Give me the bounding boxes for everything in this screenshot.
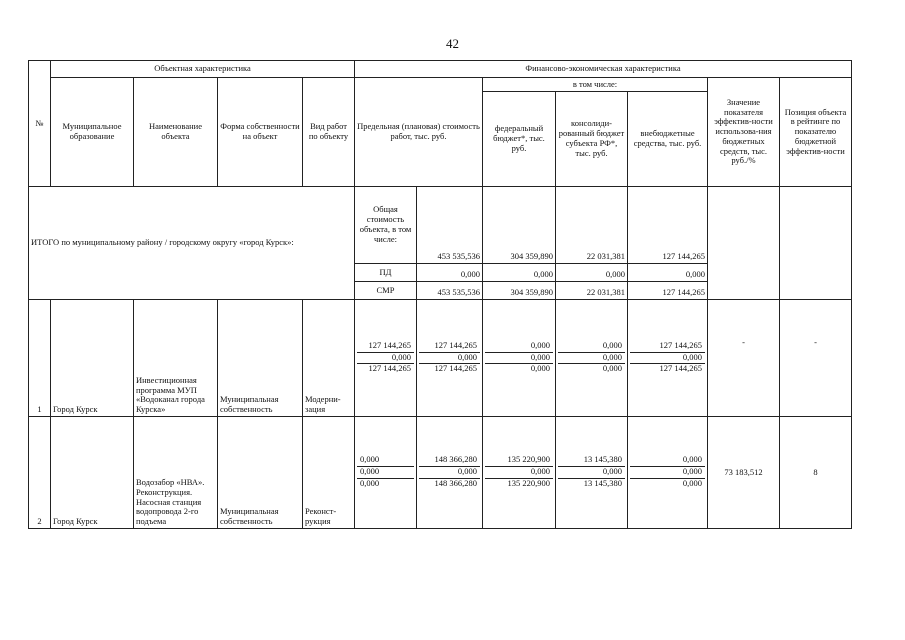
row-municipality: Город Курск (51, 300, 134, 417)
total-smr-cost: 453 535,536 (417, 282, 483, 300)
total-pd-federal: 0,000 (483, 264, 556, 282)
row-consolidated: 0,000 (558, 363, 625, 375)
row-cost: 148 366,280 (419, 478, 480, 490)
row-consolidated-cell (556, 300, 628, 417)
row-consolidated: 0,000 (558, 466, 625, 478)
row-efficiency: - (708, 300, 780, 417)
header-ownership: Форма собственности на объект (218, 78, 303, 187)
row-federal: 0,000 (485, 352, 553, 364)
row-extra-cell (628, 300, 708, 417)
row-cost: 0,000 (419, 352, 480, 364)
row-rank: - (780, 300, 852, 417)
row-cost: 127 144,265 (419, 363, 480, 375)
header-object-characteristic: Объектная характеристика (51, 61, 355, 78)
row-cost-a-cell (355, 300, 417, 417)
total-rank-empty (780, 187, 852, 300)
total-pd-consolidated: 0,000 (556, 264, 628, 282)
header-num: № (29, 61, 51, 187)
total-federal: 304 359,890 (483, 187, 556, 264)
header-rank-position: Позиция объекта в рейтинге по показателю бюджетной эффектив-ности (780, 78, 852, 187)
row-ownership: Муниципальная собственность (218, 300, 303, 417)
row-number: 2 (29, 417, 51, 529)
header-work-type: Вид работ по объекту (303, 78, 355, 187)
header-efficiency-value: Значение показателя эффектив-ности использова-ния бюджетных средств, тыс. руб./% (708, 78, 780, 187)
row-cost-cell (417, 417, 483, 529)
row-consolidated-cell (556, 417, 628, 529)
header-limit-cost: Предельная (плановая) стоимость работ, тыс. руб. (355, 78, 483, 187)
total-pd-extra: 0,000 (628, 264, 708, 282)
row-efficiency: 73 183,512 (708, 417, 780, 529)
total-smr-consolidated: 22 031,381 (556, 282, 628, 300)
header-federal: федеральный бюджет*, тыс. руб. (483, 92, 556, 187)
row-federal: 0,000 (485, 466, 553, 478)
row-federal-cell (483, 300, 556, 417)
row-cost-cell (417, 300, 483, 417)
row-cost: 148 366,280 (434, 454, 477, 465)
row-extra: 0,000 (682, 454, 702, 465)
total-smr-extra: 127 144,265 (628, 282, 708, 300)
row-federal: 0,000 (485, 363, 553, 375)
row-federal: 135 220,900 (507, 454, 550, 465)
row-cost: 0,000 (419, 466, 480, 478)
total-smr-federal: 304 359,890 (483, 282, 556, 300)
row-extra-cell (628, 417, 708, 529)
row-ownership: Муниципальная собственность (218, 417, 303, 529)
row-municipality: Город Курск (51, 417, 134, 529)
row-federal: 0,000 (530, 339, 550, 350)
table-row (29, 417, 852, 529)
row-federal: 135 220,900 (485, 478, 553, 490)
total-general-label: Общая стоимость объекта, в том числе: (355, 187, 417, 264)
header-object-name: Наименование объекта (134, 78, 218, 187)
row-work-type: Модерни-зация (303, 300, 355, 417)
row-cost-a: 127 144,265 (357, 363, 414, 375)
row-extra: 127 144,265 (659, 339, 702, 350)
total-row-general (29, 187, 852, 264)
total-pd-cost: 0,000 (417, 264, 483, 282)
page-number: 42 (446, 36, 459, 51)
investment-table (28, 60, 852, 529)
row-work-type: Реконст-рукция (303, 417, 355, 529)
row-consolidated: 13 145,380 (558, 478, 625, 490)
total-pd-label: ПД (355, 264, 417, 282)
row-extra: 0,000 (630, 466, 705, 478)
total-efficiency-empty (708, 187, 780, 300)
row-object-name: Водозабор «НВА». Реконструкция. Насосная станция водопровода 2-го подъема (134, 417, 218, 529)
total-label: ИТОГО по муниципальному району / городскому округу «город Курск»: (29, 187, 355, 300)
row-cost-a: 0,000 (357, 478, 414, 490)
row-object-name: Инвестиционная программа МУП «Водоканал города Курска» (134, 300, 218, 417)
row-consolidated: 13 145,380 (583, 454, 622, 465)
total-smr-label: СМР (355, 282, 417, 300)
row-federal-cell (483, 417, 556, 529)
total-consolidated: 22 031,381 (556, 187, 628, 264)
total-extra: 127 144,265 (628, 187, 708, 264)
row-consolidated: 0,000 (602, 339, 622, 350)
header-consolidated: консолиди-рованный бюджет субъекта РФ*, тыс. руб. (556, 92, 628, 187)
row-cost-a: 127 144,265 (368, 339, 411, 350)
table-row (29, 300, 852, 417)
header-financial-characteristic: Финансово-экономическая характеристика (355, 61, 852, 78)
row-consolidated: 0,000 (558, 352, 625, 364)
total-cost: 453 535,536 (417, 187, 483, 264)
row-extra: 127 144,265 (630, 363, 705, 375)
row-extra: 0,000 (630, 478, 705, 490)
row-cost: 127 144,265 (434, 339, 477, 350)
header-extrabudget: внебюджетные средства, тыс. руб. (628, 92, 708, 187)
row-cost-a: 0,000 (357, 466, 414, 478)
row-cost-a-cell (355, 417, 417, 529)
row-rank: 8 (780, 417, 852, 529)
row-number: 1 (29, 300, 51, 417)
header-municipality: Муниципальное образование (51, 78, 134, 187)
header-including: в том числе: (483, 78, 708, 92)
row-cost-a: 0,000 (357, 352, 414, 364)
row-cost-a: 0,000 (360, 454, 380, 465)
row-extra: 0,000 (630, 352, 705, 364)
